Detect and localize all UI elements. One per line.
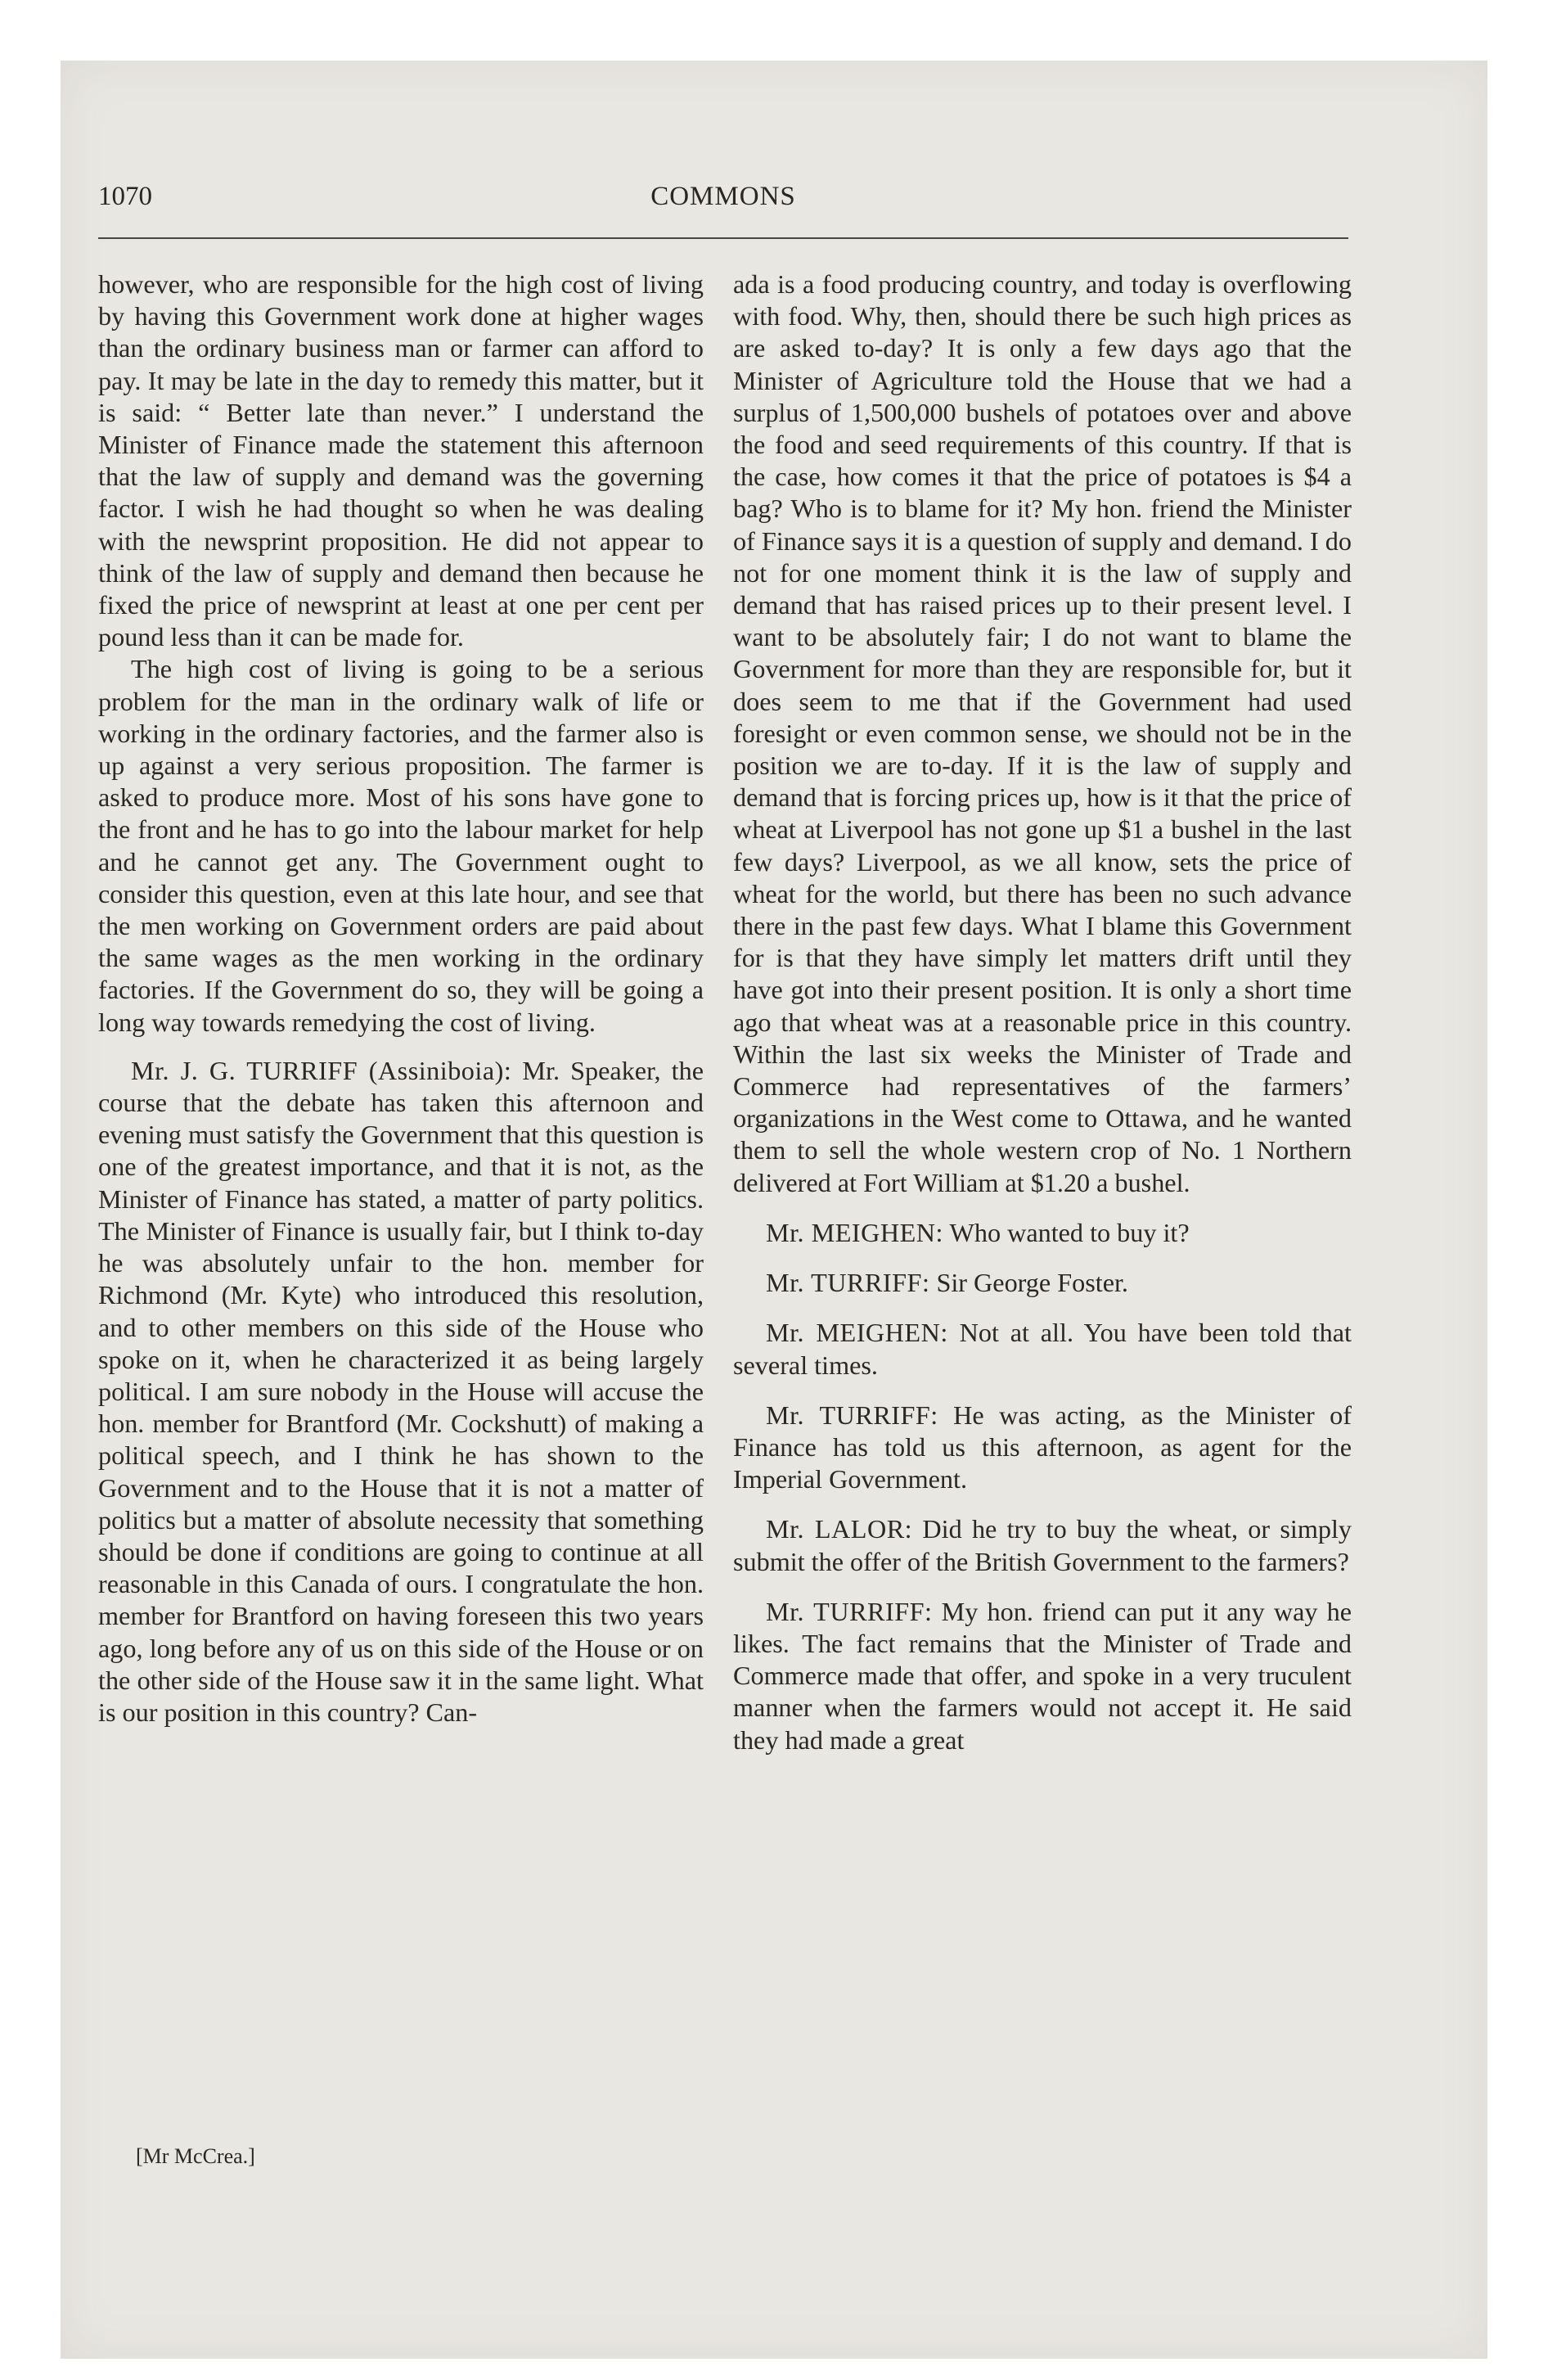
- exchange-paragraph: [733, 1267, 1352, 1299]
- speaker-name: Mr. LALOR:: [766, 1514, 913, 1544]
- exchange-paragraph: [733, 1317, 1352, 1381]
- speech-text: Did he try to buy the wheat, or simply submit the offer of the British Government to the farmers?: [733, 1514, 1352, 1576]
- speaker-name: Mr. TURRIFF:: [766, 1400, 938, 1430]
- paragraph: ada is a food producing country, and today is overflowing with food. Why, then, should there be such high prices as are asked to-day? It is only a few days ago that the Minister of Agriculture told the House that we had a surplus of 1,500,000 bushels of potatoes over and above the food and seed requirements of this country. If that is the case, how comes it that the price of potatoes is $4 a bag? Who is to blame for it? My hon. friend the Minister of Finance says it is a question of supply and demand. I do not for one moment think it is the law of supply and demand that has raised prices up to their present level. I want to be absolutely fair; I do not want to blame the Government for more than they are responsible for, but it does seem to me that if the Government had used foresight or even common sense, we should not be in the position we are to-day. If it is the law of supply and demand that is forcing prices up, how is it that the price of wheat at Liverpool has not gone up $1 a bushel in the last few days? Liverpool, as we all know, sets the price of wheat for the world, but there has been no such advance there in the past few days. What I blame this Government for is that they have simply let matters drift until they have got into their present position. It is only a short time ago that wheat was at a reasonable price in this country. Within the last six weeks the Minister of Trade and Commerce had representatives of the farmers’ organizations in the West come to Ottawa, and he wanted them to sell the whole western crop of No. 1 Northern delivered at Fort William at $1.20 a bushel.: [733, 269, 1352, 1197]
- speech-text: Sir George Foster.: [929, 1268, 1128, 1298]
- speech-text: Not at all. You have been told that several times.: [733, 1318, 1352, 1380]
- speech-text: He was acting, as the Minister of Finance has told us this afternoon, as agent for the Imperial Government.: [733, 1400, 1352, 1494]
- running-head: COMMONS: [650, 182, 796, 211]
- speaker-footnote: [Mr McCrea.]: [136, 2144, 255, 2168]
- speaker-name: Mr. MEIGHEN:: [766, 1318, 948, 1348]
- paragraph: however, who are responsible for the high cost of living by having this Government work done at higher wages than the ordinary business man or farmer can afford to pay. It may be late in the day to remedy this matter, but it is said: “ Better late than never.” I understand the Minister of Finance made the statement this afternoon that the law of supply and demand was the governing factor. I wish he had thought so when he was dealing with the newsprint proposition. He did not appear to think of the law of supply and demand then because he fixed the price of newsprint at least at one per cent per pound less than it can be made for.: [98, 269, 704, 652]
- speech-text: My hon. friend can put it any way he likes. The fact remains that the Minister of Trade and Commerce made that offer, and spoke in a very truculent manner when the farmers would not accept it. He said they had made a great: [733, 1596, 1352, 1755]
- speaker-name: Mr. TURRIFF:: [766, 1596, 933, 1626]
- speech-text: Mr. Speaker, the course that the debate has taken this afternoon and evening must satisfy the Government that this question is one of the greatest importance, and that it is not, as the Minister of Finance has stated, a matter of party politics. The Minister of Finance is usually fair, but I think to-day he was absolutely unfair to the hon. member for Richmond (Mr. Kyte) who introduced this resolution, and to other members on this side of the House who spoke on it, when he characterized it as being largely political. I am sure nobody in the House will accuse the hon. member for Brantford (Mr. Cockshutt) of making a political speech, and I think he has shown to the Government and to the House that it is not a matter of politics but a matter of absolute necessity that something should be done if conditions are going to continue at all reasonable in this Canada of ours. I congratulate the hon. member for Brantford on having foreseen this two years ago, long before any of us on this side of the House or on the other side of the House saw it in the same light. What is our position in this country? Can-: [98, 1055, 704, 1727]
- exchange-paragraph: [733, 1596, 1352, 1756]
- left-column: [98, 268, 704, 1729]
- speech-text: Who wanted to buy it?: [943, 1217, 1190, 1247]
- page-number: 1070: [98, 182, 152, 211]
- right-column: [733, 268, 1352, 1756]
- exchange-paragraph: [733, 1513, 1352, 1577]
- speaker-name: Mr. J. G. TURRIFF (Assiniboia):: [131, 1055, 512, 1085]
- speaker-name: Mr. TURRIFF:: [766, 1268, 930, 1298]
- speech-paragraph: [98, 1055, 704, 1729]
- page-header: [98, 124, 1348, 211]
- speaker-name: Mr. MEIGHEN:: [766, 1217, 943, 1247]
- exchange-paragraph: [733, 1400, 1352, 1496]
- exchange-paragraph: [733, 1217, 1352, 1249]
- paragraph: The high cost of living is going to be a serious problem for the man in the ordinary walk of life or working in the ordinary factories, and the farmer also is up against a very serious proposition. The farmer is asked to produce more. Most of his sons have gone to the front and he has to go into the labour market for help and he cannot get any. The Government ought to consider this question, even at this late hour, and see that the men working on Government orders are paid about the same wages as the men working in the ordinary factories. If the Government do so, they will be going a long way towards remedying the cost of living.: [98, 654, 704, 1037]
- header-rule: [98, 237, 1348, 239]
